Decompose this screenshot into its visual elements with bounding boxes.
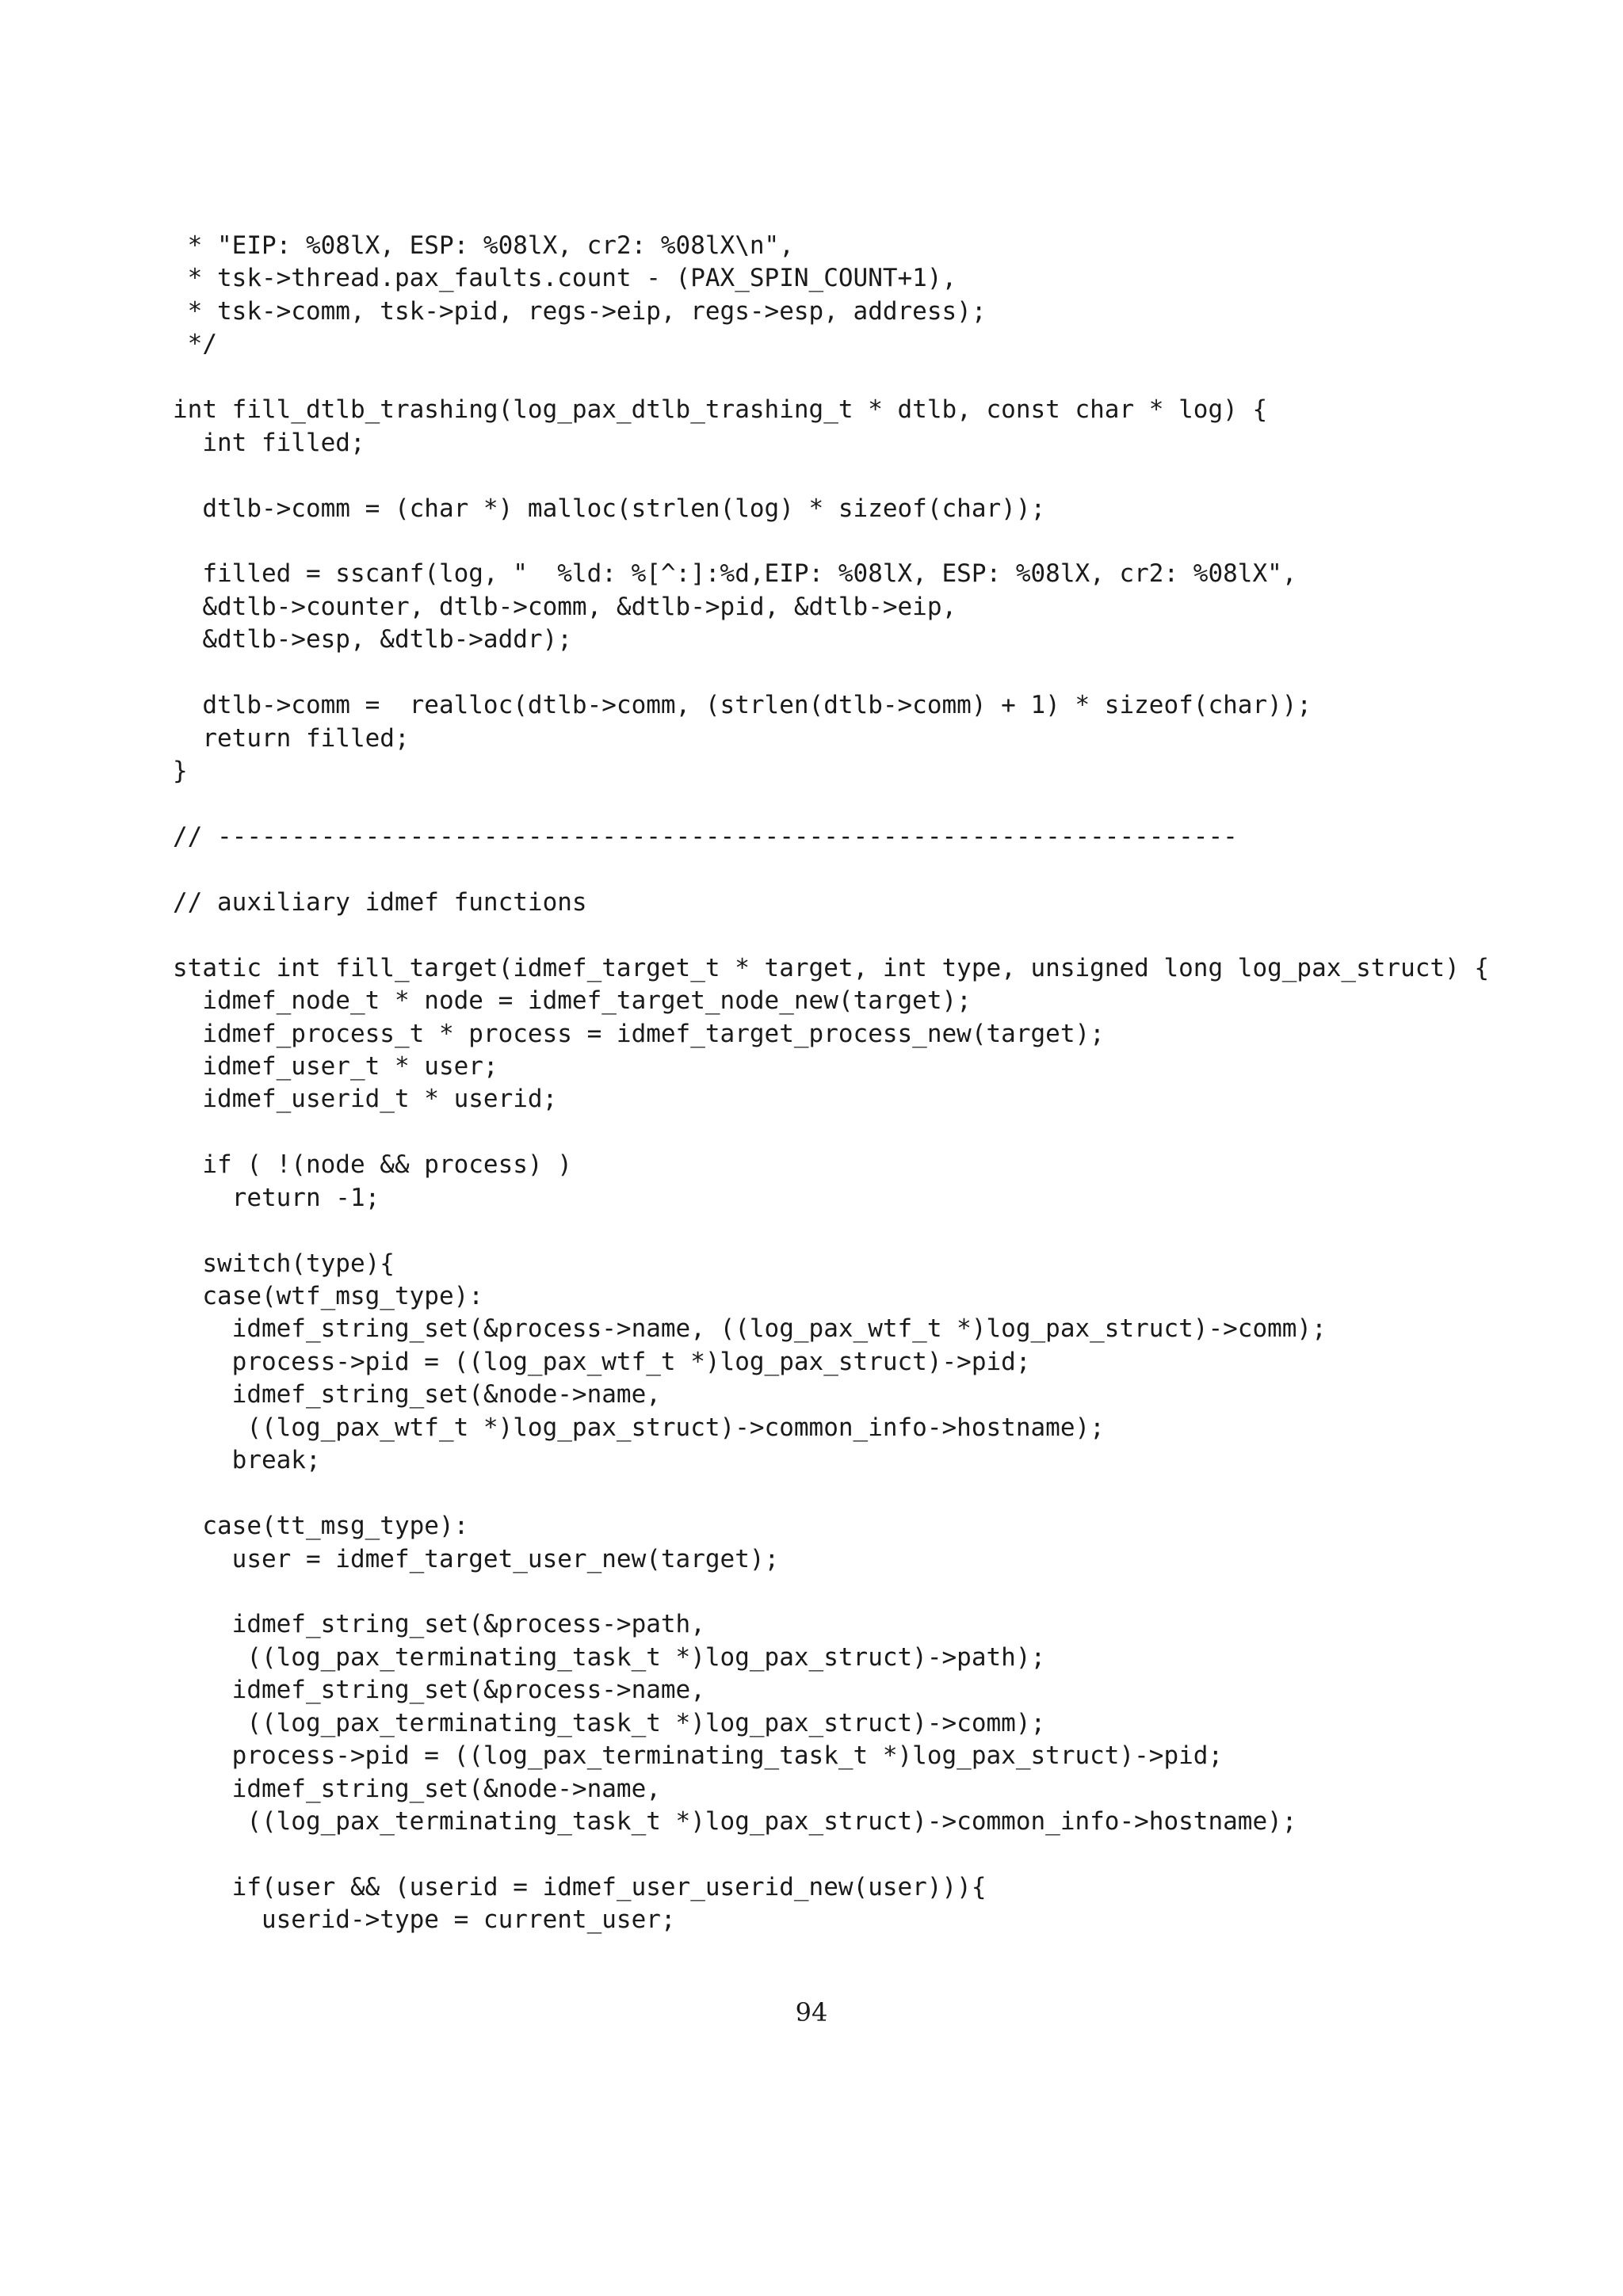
code-line: idmef_user_t * user; <box>173 1051 498 1081</box>
code-line: return -1; <box>173 1183 380 1212</box>
code-line <box>173 1838 1599 1871</box>
code-line: * tsk->comm, tsk->pid, regs->eip, regs->esp, address); <box>173 296 987 326</box>
code-listing <box>173 230 1599 1937</box>
code-line: idmef_string_set(&process->path, <box>173 1610 705 1639</box>
code-line: dtlb->comm = (char *) malloc(strlen(log) * sizeof(char)); <box>173 494 1046 523</box>
page-number: 94 <box>795 1997 828 2027</box>
code-line: dtlb->comm = realloc(dtlb->comm, (strlen(dtlb->comm) + 1) * sizeof(char)); <box>173 691 1312 720</box>
code-line: int filled; <box>173 428 365 457</box>
code-line: idmef_string_set(&process->name, <box>173 1676 705 1705</box>
code-line <box>173 525 1599 558</box>
code-line: &dtlb->esp, &dtlb->addr); <box>173 625 572 654</box>
code-line <box>173 1478 1599 1510</box>
code-line: } <box>173 757 188 785</box>
code-line: if(user && (userid = idmef_user_userid_new(user))){ <box>173 1872 987 1901</box>
code-line: idmef_process_t * process = idmef_target_process_new(target); <box>173 1019 1105 1048</box>
code-line: userid->type = current_user; <box>173 1905 676 1935</box>
code-line: &dtlb->counter, dtlb->comm, &dtlb->pid, &dtlb->eip, <box>173 592 957 621</box>
code-line <box>173 1576 1599 1608</box>
code-line: idmef_string_set(&node->name, <box>173 1774 661 1803</box>
code-line: case(wtf_msg_type): <box>173 1282 483 1310</box>
code-line: ((log_pax_terminating_task_t *)log_pax_struct)->common_info->hostname); <box>173 1807 1297 1836</box>
code-line: ((log_pax_terminating_task_t *)log_pax_struct)->path); <box>173 1642 1046 1672</box>
code-line: idmef_node_t * node = idmef_target_node_new(target); <box>173 986 972 1016</box>
code-line: // --------------------------------------------------------------------- <box>173 822 1238 851</box>
code-line <box>173 853 1599 886</box>
code-line: break; <box>173 1446 321 1475</box>
code-line: * tsk->thread.pax_faults.count - (PAX_SPIN_COUNT+1), <box>173 264 957 293</box>
code-line: process->pid = ((log_pax_terminating_task_t *)log_pax_struct)->pid; <box>173 1741 1224 1771</box>
code-line: ((log_pax_wtf_t *)log_pax_struct)->common_info->hostname); <box>173 1413 1105 1442</box>
code-line: case(tt_msg_type): <box>173 1512 469 1541</box>
code-line: int fill_dtlb_trashing(log_pax_dtlb_trashing_t * dtlb, const char * log) { <box>173 395 1268 425</box>
code-line: switch(type){ <box>173 1249 395 1278</box>
code-line: filled = sscanf(log, " %ld: %[^:]:%d,EIP: %08lX, ESP: %08lX, cr2: %08lX", <box>173 559 1297 589</box>
code-line: * "EIP: %08lX, ESP: %08lX, cr2: %08lX\n", <box>173 231 794 260</box>
code-line: return filled; <box>173 723 410 753</box>
code-line: process->pid = ((log_pax_wtf_t *)log_pax_struct)->pid; <box>173 1347 1031 1376</box>
code-line: ((log_pax_terminating_task_t *)log_pax_struct)->comm); <box>173 1708 1046 1737</box>
code-line <box>173 460 1599 492</box>
code-line <box>173 1116 1599 1149</box>
code-line: user = idmef_target_user_new(target); <box>173 1544 780 1573</box>
code-line: // auxiliary idmef functions <box>173 887 587 917</box>
code-line <box>173 788 1599 820</box>
code-line: */ <box>173 330 217 359</box>
code-line: idmef_userid_t * userid; <box>173 1085 558 1114</box>
code-line <box>173 361 1599 394</box>
code-line: static int fill_target(idmef_target_t * target, int type, unsigned long log_pax_struct) { <box>173 953 1490 982</box>
code-line: if ( !(node && process) ) <box>173 1150 572 1180</box>
code-line: idmef_string_set(&node->name, <box>173 1380 661 1409</box>
code-line <box>173 657 1599 689</box>
code-line <box>173 1215 1599 1247</box>
code-line <box>173 919 1599 952</box>
code-line: idmef_string_set(&process->name, ((log_pax_wtf_t *)log_pax_struct)->comm); <box>173 1314 1327 1344</box>
